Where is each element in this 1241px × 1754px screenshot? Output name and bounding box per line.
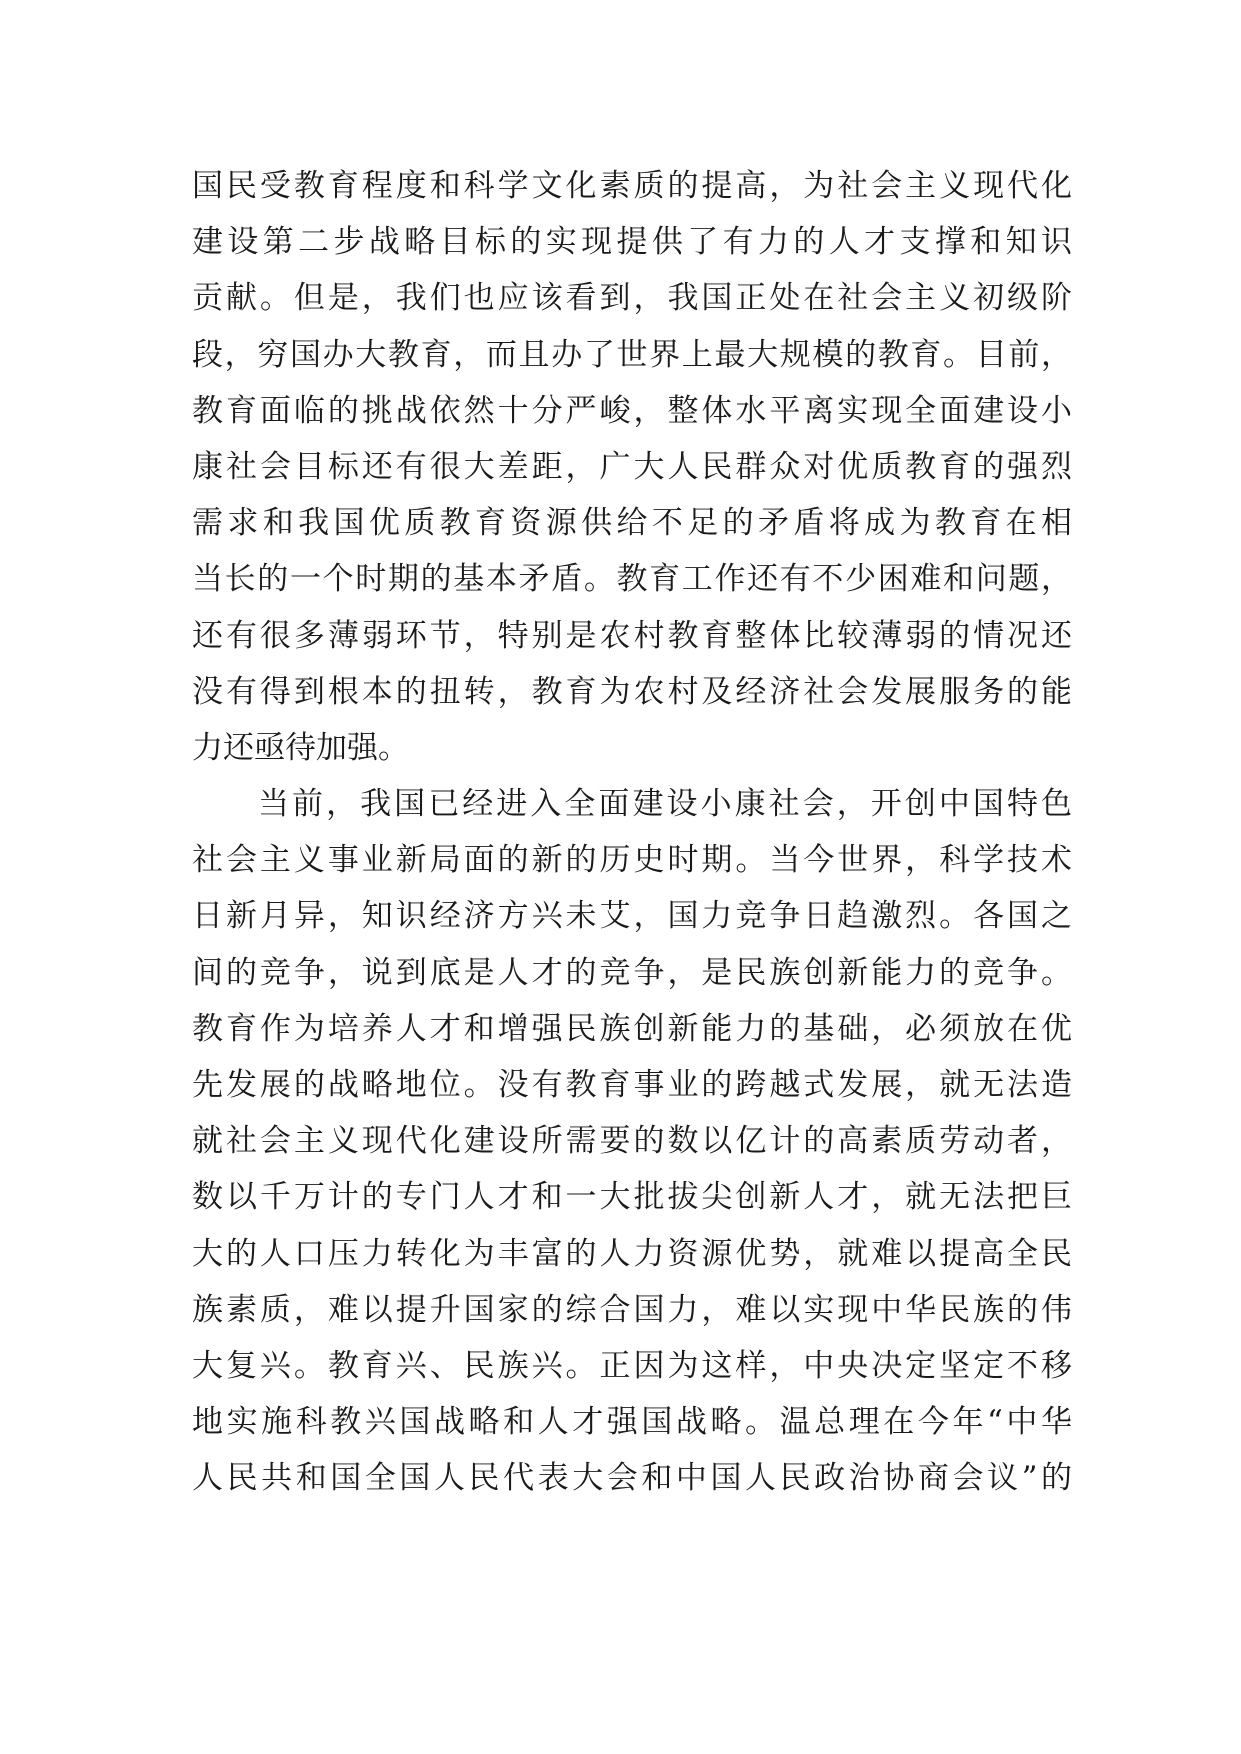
document-body xyxy=(192,158,1072,1507)
text-line: 地实施科教兴国战略和人才强国战略。温总理在今年“中华 xyxy=(192,1404,1072,1441)
text-line: 还有很多薄弱环节，特别是农村教育整体比较薄弱的情况还 xyxy=(192,617,1072,654)
text-line: 当前，我国已经进入全面建设小康社会，开创中国特色 xyxy=(258,786,1072,823)
text-line: 贡献。但是，我们也应该看到，我国正处在社会主义初级阶 xyxy=(192,280,1072,317)
paragraph-1 xyxy=(192,158,1072,776)
text-line: 教育面临的挑战依然十分严峻，整体水平离实现全面建设小 xyxy=(192,392,1072,429)
text-line: 教育作为培养人才和增强民族创新能力的基础，必须放在优 xyxy=(192,1010,1072,1047)
text-line: 就社会主义现代化建设所需要的数以亿计的高素质劳动者， xyxy=(192,1123,1072,1160)
text-line: 日新月异，知识经济方兴未艾，国力竞争日趋激烈。各国之 xyxy=(192,898,1072,935)
paragraph-2 xyxy=(192,776,1072,1506)
text-line: 族素质，难以提升国家的综合国力，难以实现中华民族的伟 xyxy=(192,1291,1072,1328)
text-line: 康社会目标还有很大差距，广大人民群众对优质教育的强烈 xyxy=(192,448,1072,485)
text-line: 需求和我国优质教育资源供给不足的矛盾将成为教育在相 xyxy=(192,505,1072,542)
text-line: 建设第二步战略目标的实现提供了有力的人才支撑和知识 xyxy=(192,224,1072,261)
text-line: 力还亟待加强。 xyxy=(192,729,409,766)
text-line: 段，穷国办大教育，而且办了世界上最大规模的教育。目前， xyxy=(192,336,1072,373)
text-line: 国民受教育程度和科学文化素质的提高，为社会主义现代化 xyxy=(192,168,1072,204)
text-line: 先发展的战略地位。没有教育事业的跨越式发展，就无法造 xyxy=(192,1067,1072,1103)
text-line: 社会主义事业新局面的新的历史时期。当今世界，科学技术 xyxy=(192,842,1072,879)
text-line: 大的人口压力转化为丰富的人力资源优势，就难以提高全民 xyxy=(192,1235,1072,1272)
text-line: 间的竞争，说到底是人才的竞争，是民族创新能力的竞争。 xyxy=(192,954,1072,991)
text-line: 当长的一个时期的基本矛盾。教育工作还有不少困难和问题， xyxy=(192,561,1072,598)
text-line: 大复兴。教育兴、民族兴。正因为这样，中央决定坚定不移 xyxy=(192,1347,1072,1384)
text-line: 没有得到根本的扭转，教育为农村及经济社会发展服务的能 xyxy=(192,673,1072,710)
text-line: 数以千万计的专门人才和一大批拔尖创新人才，就无法把巨 xyxy=(192,1179,1072,1216)
text-line: 人民共和国全国人民代表大会和中国人民政治协商会议”的 xyxy=(192,1460,1072,1497)
